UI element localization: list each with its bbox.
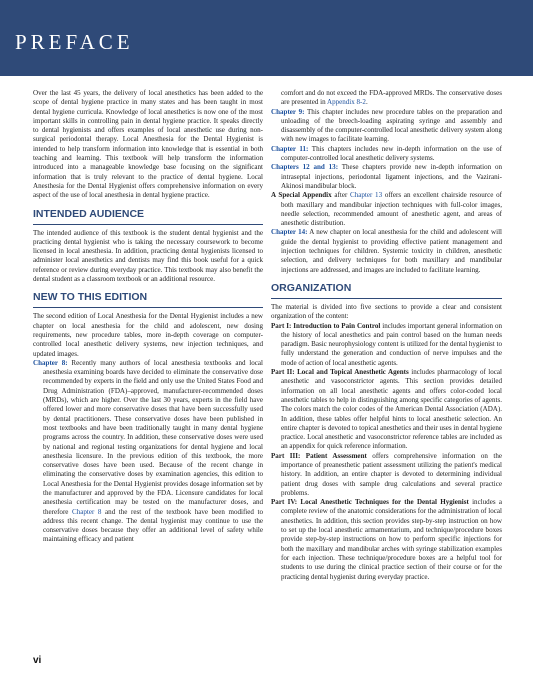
part-3-entry: [271, 452, 502, 498]
new-edition-text: The second edition of Local Anesthesia for the Dental Hygienist includes a new chapter on local anesthesia for the child and adolescent, new dosing requirements, new procedure tables, more in-depth coverage on computer-controlled local anesthetic delivery systems, new injection techniques, and updated images.: [33, 312, 263, 358]
chapter-11-text: This chapters includes new in-depth information on the use of computer-controlled local anesthetic delivery systems.: [281, 144, 502, 163]
special-appendix-text-2: offers an excellent chairside resource of both maxillary and mandibular injection techniques with full-color images, needle selection, recommended amount of anesthetic agent, and areas of anesthetic distribution.: [281, 191, 502, 228]
chapter-8-entry: [33, 359, 263, 545]
header-banner: [0, 0, 533, 76]
appendix-8-2-link[interactable]: Appendix 8-2: [326, 98, 366, 107]
part-1-entry: [271, 322, 502, 368]
intended-audience-text: The intended audience of this textbook is the student dental hygienist and the practicing dental hygienist who is taking the necessary coursework to become licensed in local anesthesia. In addition, practicing dental hygienists licensed to administer local anesthetics and dentists may find this book useful for a quick reference or review during everyday practice. This textbook may also benefit the dental student as a classroom textbook or an additional resource.: [33, 228, 263, 284]
right-column: [271, 89, 502, 582]
chapter-11-label: Chapter 11:: [271, 144, 309, 153]
intended-audience-heading: INTENDED AUDIENCE: [33, 207, 145, 220]
special-appendix-text: after: [331, 191, 351, 200]
special-appendix-label: A Special Appendix: [271, 191, 332, 200]
page-number: vi: [33, 655, 42, 666]
organization-heading: ORGANIZATION: [271, 281, 352, 294]
chapter-11-entry: [271, 145, 502, 164]
part-4-entry: [271, 498, 502, 582]
left-column: [33, 89, 263, 545]
chapter-8-label: Chapter 8:: [33, 358, 68, 367]
part-2-label: Part II: Local and Topical Anesthetic Agents: [271, 368, 409, 377]
continued-text: comfort and do not exceed the FDA-approved MRDs. The conservative doses are presented in: [281, 89, 502, 107]
intro-paragraph: Over the last 45 years, the delivery of local anesthetics has been added to the scope of dental hygiene practice in many states and has been taught in most dental hygiene curricula. Knowledge of local anesthetics is now one of the most important skills in controlling pain in dental hygiene practice. It speaks directly to dental hygienists and offers examples of local anesthetic use during non-surgical periodontal therapy. Local Anesthesia for the Dental Hygienist is intended to help transform information into knowledge that is essential in both teaching and learning. This textbook will help transform the information introduced into a manageable knowledge base focusing on the significant information that is truly relevant to the practice of dental hygiene. Local Anesthesia for the Dental Hygienist offers comprehensive information on every aspect of the use of local anesthesia in dental hygiene practice.: [33, 89, 263, 200]
chapter-14-label: Chapter 14:: [271, 228, 308, 237]
part-2-entry: [271, 368, 502, 452]
heading-rule: [33, 307, 263, 308]
chapter-8-continued: [271, 89, 502, 108]
chapter-9-label: Chapter 9:: [271, 107, 305, 116]
chapter-14-text: A new chapter on local anesthesia for the child and adolescent will guide the dental hygienist to providing effective patient management and injection techniques for children. Systemic toxicity in children, anesthetic selection, and delivery techniques for both maxillary and mandibular injections are addressed, and images are included to facilitate learning.: [281, 228, 502, 274]
part-1-text: includes important general information on the history of local anesthetics and pain control based on the human needs paradigm. Basic neurophysiology content is utilized for the dental hygienist to fully understand the generation and conduction of nerve impulses and the mode of action of local anesthetic agents.: [281, 321, 502, 367]
part-2-text: includes pharmacology of local anesthetic and vasoconstrictor agents. This section provides detailed information on all local anesthetic agents and offers color-coded local anesthetic tables to help in distinguishing among specific categories of agents. The colors match the color codes of the American Dental Association (ADA). In addition, these tables offer helpful hints to local anesthetic selection. An entire chapter is devoted to topical anesthetics and their uses in dental hygiene practice. Local anesthetic and vasoconstrictor reference tables are included as an appendix for quick reference information.: [281, 368, 503, 451]
heading-rule: [271, 298, 502, 299]
chapter-9-entry: [271, 108, 502, 145]
chapter-9-text: This chapter includes new procedure tables on the preparation and unloading of the breech-loading aspirating syringe and assembly and disassembly of the computer-controlled local anesthetic delivery system along with new images to facilitate learning.: [281, 107, 502, 144]
chapter-8-tail: and the rest of the textbook have been modified to address this recent change. The dental hygienist may continue to use the conservative doses because they offer an additional level of safety while maintaining efficacy and patient: [43, 507, 263, 544]
new-edition-heading: NEW TO THIS EDITION: [33, 291, 148, 304]
chapter-12-13-text: These chapters provide new in-depth information on intraseptal injections, periodontal ligament injections, and the Vazirani-Akinosi mandibular block.: [281, 163, 502, 190]
part-3-label: Part III: Patient Assessment: [271, 451, 367, 460]
chapter-13-link[interactable]: Chapter 13: [350, 191, 383, 200]
chapter-8-link[interactable]: Chapter 8: [72, 507, 102, 516]
part-3-text: offers comprehensive information on the importance of preanesthetic patient assessment utilizing the patient's medical history. In addition, an entire chapter is devoted to determining individual patient drug doses with sample drug calculations and several practice problems.: [281, 451, 503, 497]
chapter-12-13-label: Chapters 12 and 13:: [271, 163, 339, 172]
part-4-label: Part IV: Local Anesthetic Techniques for the Dental Hygienist: [271, 498, 469, 507]
chapter-8-text: Recently many authors of local anesthesia textbooks and local anesthesia examining boards have decided to eliminate the conservative dose recommended by experts in the field and only use the United States Food and Drug Administration (FDA)–approved, manufacturer-recommended doses (MRDs), which are higher. Over the last 30 years, experts in the field have offered lower and more conservative doses that have been successfully used by dental practitioners. These conservative doses have been published in most textbooks and have been traditionally taught in many dental hygiene programs across the country. In addition, these conservative doses were used by national and regional testing organizations for dental hygiene and local anesthesia licensure. In the previous edition of this textbook, the more conservative doses have been used. Because of the recent change in eliminating the conservative doses by examination agencies, this edition to Local Anesthesia for the Dental Hygienist provides dosage information set by the manufacturer and approved by the FDA. Licensure candidates for local anesthesia certification may be tested on the manufacturer doses, and therefore: [43, 358, 263, 516]
part-4-text: includes a complete review of the anatomic considerations for the administration of local anesthetics. In addition, this section provides step-by-step instruction on how to set up the local anesthetic armamentarium, and technique/procedure boxes provide step-by-step instructions on how to perform specific injections for both the maxillary and mandibular arches with syringe stabilization examples for each injection. These technique/procedure boxes are a helpful tool for students to use during the clinical practice section of their course or for the practicing dental hygienist during everyday practice.: [281, 498, 502, 581]
part-1-label: Part I: Introduction to Pain Control: [271, 321, 381, 330]
organization-intro: The material is divided into five sections to provide a clear and consistent organization of the content:: [271, 302, 502, 321]
heading-rule: [33, 224, 263, 225]
chapter-14-entry: [271, 228, 502, 274]
special-appendix-entry: [271, 191, 502, 228]
continued-end: .: [365, 98, 368, 107]
chapter-12-13-entry: [271, 163, 502, 191]
page-title: PREFACE: [15, 30, 134, 54]
